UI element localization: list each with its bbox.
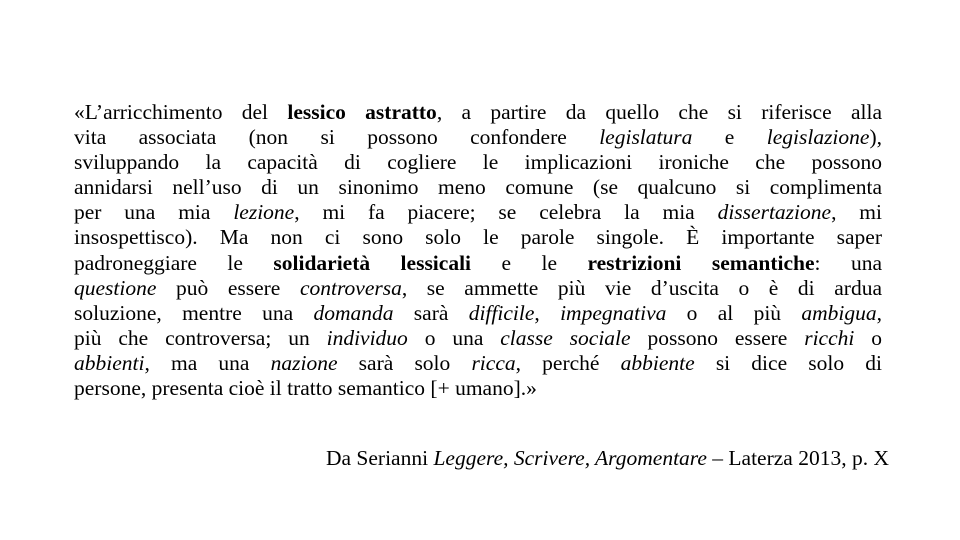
- quote-text: più che controversa; un: [74, 325, 327, 350]
- quote-text: , perché: [515, 350, 621, 375]
- quote-line: [74, 200, 882, 225]
- quote-paragraph: [74, 100, 882, 401]
- quote-line: [74, 125, 882, 150]
- quote-text: , se ammette più vie d’uscita o è di ardua: [401, 275, 882, 300]
- citation-suffix: – Laterza 2013, p. X: [706, 446, 889, 470]
- italic-term: difficile: [468, 300, 535, 325]
- quote-text: e le: [471, 250, 588, 275]
- bold-term: restrizioni semantiche: [587, 250, 815, 275]
- quote-text: , mi: [831, 200, 882, 225]
- italic-term: impegnativa: [560, 300, 667, 325]
- italic-term: dissertazione: [717, 200, 832, 225]
- quote-line: [74, 251, 882, 276]
- quote-line: [74, 301, 882, 326]
- quote-text: si dice solo di: [694, 350, 882, 375]
- quote-text: , mi fa piacere; se celebra la mia: [294, 200, 718, 225]
- italic-term: classe sociale: [500, 325, 631, 350]
- quote-text: vita associata (non si possono confondere: [74, 125, 600, 150]
- quote-text: ),: [869, 125, 882, 150]
- quote-text: persone, presenta cioè il tratto semantico [+ umano].»: [74, 376, 537, 401]
- quote-line: [74, 276, 882, 301]
- quote-text: sarà solo: [337, 350, 472, 375]
- quote-line: [74, 100, 882, 125]
- citation-book-title: Leggere, Scrivere, Argomentare: [433, 446, 707, 470]
- italic-term: questione: [74, 275, 157, 300]
- italic-term: nazione: [270, 350, 338, 375]
- quote-text: : una: [814, 250, 882, 275]
- quote-line: [74, 376, 882, 401]
- italic-term: ricca: [471, 350, 516, 375]
- quote-text: possono essere: [630, 325, 805, 350]
- italic-term: ricchi: [804, 325, 855, 350]
- citation-prefix: Da Serianni: [325, 446, 434, 470]
- italic-term: individuo: [326, 325, 408, 350]
- italic-term: controversa: [299, 275, 402, 300]
- italic-term: lezione: [233, 200, 295, 225]
- italic-term: legislatura: [599, 125, 693, 150]
- quote-text: sviluppando la capacità di cogliere le implicazioni ironiche che possono: [74, 150, 882, 175]
- quote-text: ,: [876, 300, 882, 325]
- quote-text: soluzione, mentre una: [74, 300, 314, 325]
- quote-text: per una mia: [74, 200, 234, 225]
- quote-text: o al più: [666, 300, 802, 325]
- italic-term: ambigua: [801, 300, 877, 325]
- italic-term: legislazione: [766, 125, 870, 150]
- quote-text: può essere: [156, 275, 300, 300]
- citation: [203, 446, 889, 471]
- italic-term: abbienti: [74, 350, 145, 375]
- quote-text: e: [692, 125, 767, 150]
- bold-term: solidarietà lessicali: [273, 250, 472, 275]
- quote-text: , a partire da quello che si riferisce alla: [436, 100, 882, 124]
- quote-text: ,: [534, 300, 561, 325]
- quote-text: insospettisco). Ma non ci sono solo le parole singole. È importante saper: [74, 225, 882, 250]
- quote-text: , ma una: [144, 350, 271, 375]
- quote-text: o una: [407, 325, 501, 350]
- quote-line: [74, 150, 882, 175]
- bold-term: lessico astratto: [287, 100, 437, 124]
- quote-text: o: [854, 325, 883, 350]
- quote-text: «L’arricchimento del: [74, 100, 288, 124]
- quote-text: sarà: [393, 300, 469, 325]
- italic-term: domanda: [313, 300, 394, 325]
- quote-line: [74, 326, 882, 351]
- quote-line: [74, 175, 882, 200]
- italic-term: abbiente: [620, 350, 695, 375]
- quote-text: padroneggiare le: [74, 250, 274, 275]
- quote-text: annidarsi nell’uso di un sinonimo meno comune (se qualcuno si complimenta: [74, 175, 882, 200]
- quote-line: [74, 225, 882, 250]
- quote-line: [74, 351, 882, 376]
